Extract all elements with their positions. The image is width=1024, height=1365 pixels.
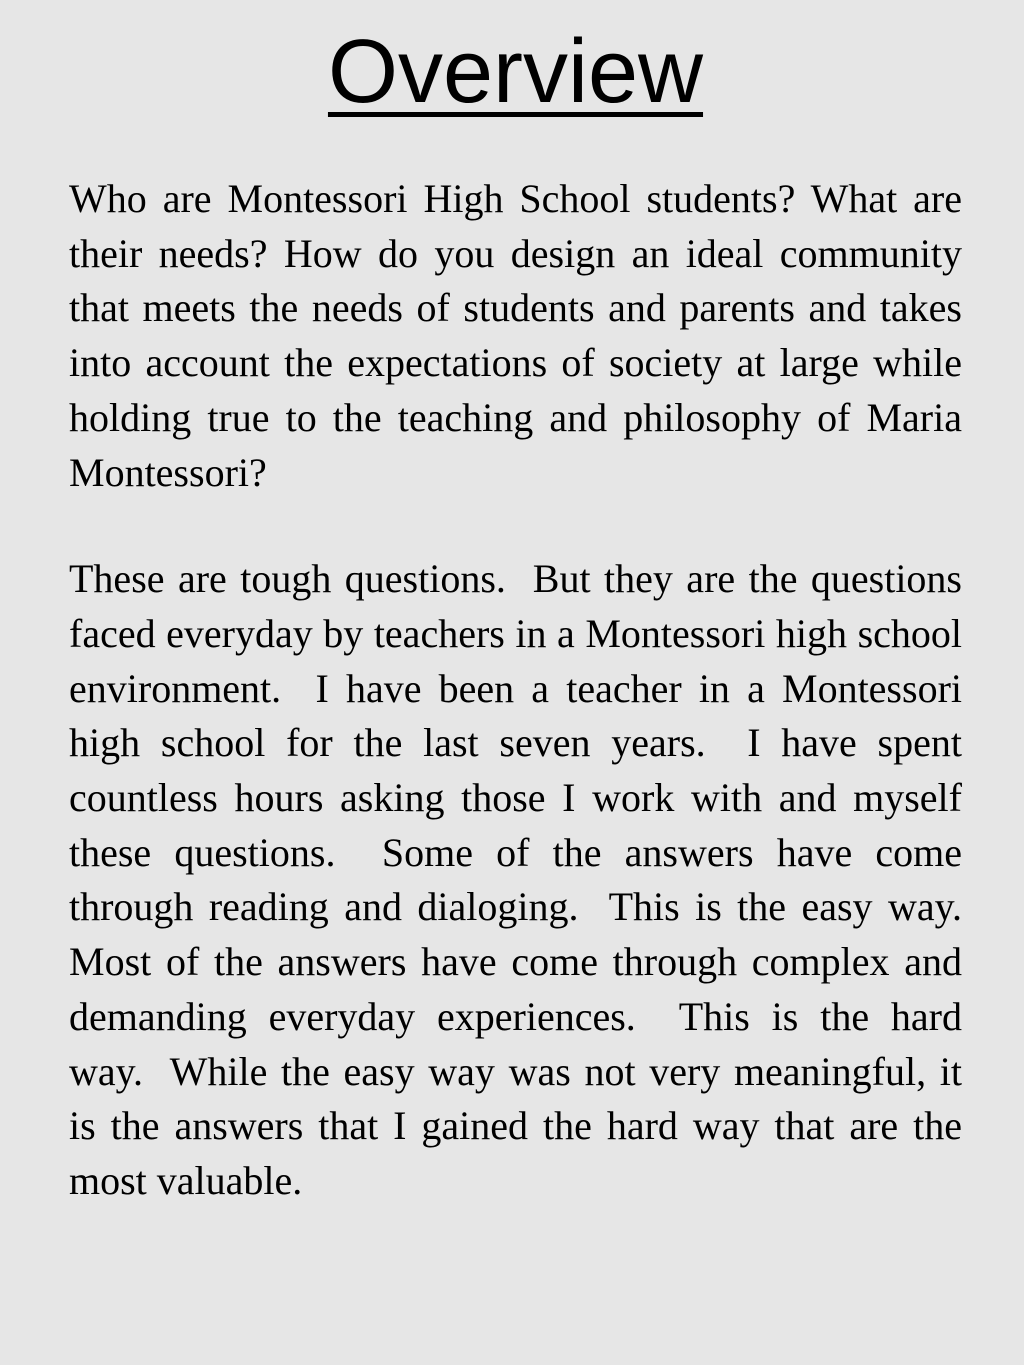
page-title	[69, 0, 962, 122]
paragraph-teacher-experience: These are tough questions. But they are the questions faced everyday by teachers in a Montessori high school environment. I have been a teacher in a Montessori high school for the last seven years. I have spent countless hours asking those I work with and myself these questions. Some of the answers have come through reading and dialoging. This is the easy way. Most of the answers have come through complex and demanding everyday experiences. This is the hard way. While the easy way was not very meaningful, it is the answers that I gained the hard way that are the most valuable.	[69, 556, 982, 1203]
paragraph-intro-questions: Who are Montessori High School students? What are their needs? How do you design an ideal community that meets the needs of students and parents and takes into account the expectations of society at large while holding true to the teaching and philosophy of Maria Montessori?	[69, 176, 972, 495]
page-title-text: Overview	[327, 22, 704, 122]
